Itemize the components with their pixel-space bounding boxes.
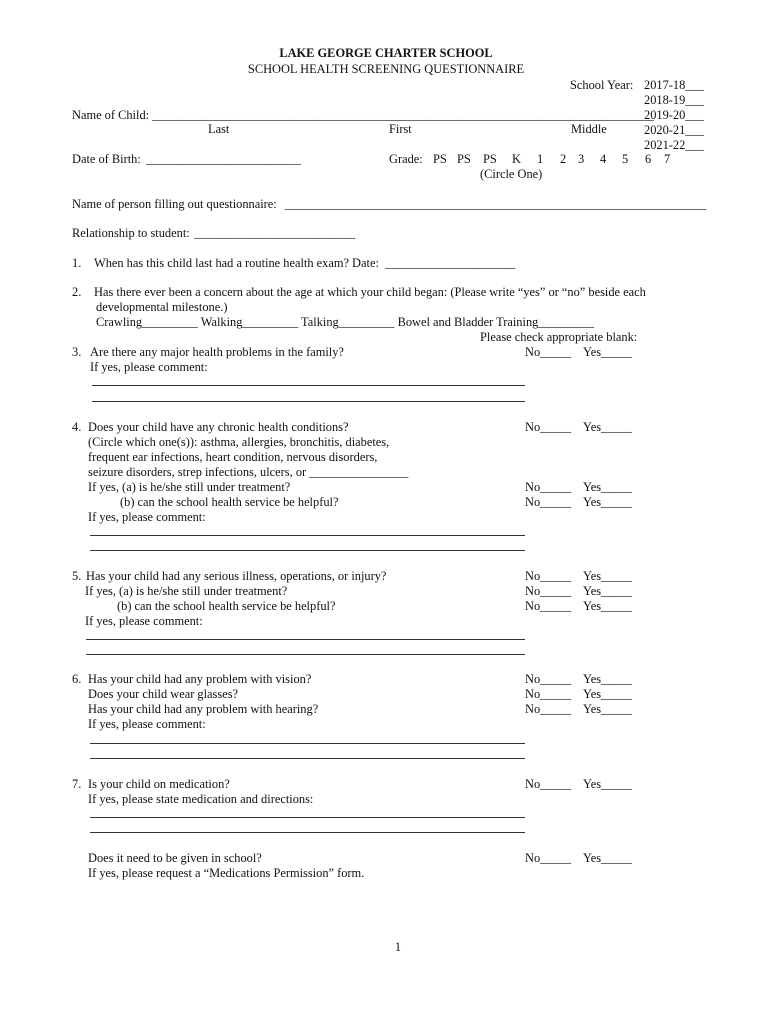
q5-comment-line[interactable]: [86, 654, 525, 655]
q4-comment-line[interactable]: [90, 535, 525, 536]
q6b-no-blank[interactable]: No_____: [525, 687, 572, 701]
page-number: 1: [394, 940, 402, 954]
grade-option[interactable]: 4: [600, 152, 607, 166]
first-name-caption: First: [389, 122, 412, 136]
school-name: LAKE GEORGE CHARTER SCHOOL: [279, 46, 493, 60]
q4-comment-label: If yes, please comment:: [88, 510, 206, 524]
q7b-yes-blank[interactable]: Yes_____: [583, 851, 633, 865]
q2-text: Has there ever been a concern about the age at which your child began: (Please write “yes” or “no” beside each: [94, 285, 646, 299]
q4-comment-line[interactable]: [90, 550, 525, 551]
middle-name-caption: Middle: [571, 122, 607, 136]
q5-service-question: (b) can the school health service be helpful?: [117, 599, 336, 613]
school-year-option[interactable]: 2020-21___: [644, 123, 704, 137]
school-year-option[interactable]: 2021-22___: [644, 138, 704, 152]
grade-option[interactable]: 6: [645, 152, 652, 166]
filler-name-field[interactable]: ____________________________________________________________________: [285, 197, 707, 211]
grade-option[interactable]: 2: [560, 152, 567, 166]
q2-text-cont: developmental milestone.): [96, 300, 228, 314]
q4-no-blank[interactable]: No_____: [525, 420, 572, 434]
school-year-option[interactable]: 2019-20___: [644, 108, 704, 122]
q1-number: 1.: [72, 256, 82, 270]
q4-conditions-list: (Circle which one(s)): asthma, allergies, bronchitis, diabetes,: [88, 435, 390, 449]
q1-date-field[interactable]: _____________________: [385, 256, 516, 270]
q4-number: 4.: [72, 420, 82, 434]
q6b-yes-blank[interactable]: Yes_____: [583, 687, 633, 701]
q3-text: Are there any major health problems in the family?: [90, 345, 344, 359]
q7-comment-line[interactable]: [90, 832, 525, 833]
q5-treatment-question: If yes, (a) is he/she still under treatment?: [85, 584, 288, 598]
q4b-no-blank[interactable]: No_____: [525, 495, 572, 509]
filler-name-label: Name of person filling out questionnaire:: [72, 197, 277, 211]
q3-number: 3.: [72, 345, 82, 359]
grade-option[interactable]: PS: [433, 152, 447, 166]
dob-label: Date of Birth:: [72, 152, 141, 166]
school-year-option[interactable]: 2017-18___: [644, 78, 704, 92]
dob-field[interactable]: _________________________: [146, 152, 301, 166]
q7-comment-line[interactable]: [90, 817, 525, 818]
check-instruction: Please check appropriate blank:: [480, 330, 638, 344]
q4-treatment-question: If yes, (a) is he/she still under treatment?: [88, 480, 291, 494]
q4-text: Does your child have any chronic health conditions?: [88, 420, 349, 434]
q6-glasses-question: Does your child wear glasses?: [88, 687, 239, 701]
q6c-yes-blank[interactable]: Yes_____: [583, 702, 633, 716]
q5-text: Has your child had any serious illness, operations, or injury?: [86, 569, 387, 583]
q3-yes-blank[interactable]: Yes_____: [583, 345, 633, 359]
q7-yes-blank[interactable]: Yes_____: [583, 777, 633, 791]
q3-comment-line[interactable]: [92, 401, 525, 402]
q3-no-blank[interactable]: No_____: [525, 345, 572, 359]
q5-yes-blank[interactable]: Yes_____: [583, 569, 633, 583]
grade-option[interactable]: PS: [483, 152, 497, 166]
q6-comment-label: If yes, please comment:: [88, 717, 206, 731]
q4b-yes-blank[interactable]: Yes_____: [583, 495, 633, 509]
q7-number: 7.: [72, 777, 82, 791]
grade-option[interactable]: 5: [622, 152, 629, 166]
q6-comment-line[interactable]: [90, 758, 525, 759]
grade-label: Grade:: [389, 152, 423, 166]
q7-school-question: Does it need to be given in school?: [88, 851, 262, 865]
q4a-yes-blank[interactable]: Yes_____: [583, 480, 633, 494]
q7-text: Is your child on medication?: [88, 777, 230, 791]
q5-no-blank[interactable]: No_____: [525, 569, 572, 583]
circle-one-note: (Circle One): [480, 167, 543, 181]
q2-number: 2.: [72, 285, 82, 299]
q6-number: 6.: [72, 672, 82, 686]
q5b-yes-blank[interactable]: Yes_____: [583, 599, 633, 613]
q5a-yes-blank[interactable]: Yes_____: [583, 584, 633, 598]
relationship-label: Relationship to student:: [72, 226, 190, 240]
q7-permission-note: If yes, please request a “Medications Permission” form.: [88, 866, 365, 880]
q3-comment-label: If yes, please comment:: [90, 360, 208, 374]
q4-service-question: (b) can the school health service be helpful?: [120, 495, 339, 509]
q4a-no-blank[interactable]: No_____: [525, 480, 572, 494]
child-name-label: Name of Child:: [72, 108, 150, 122]
form-title: SCHOOL HEALTH SCREENING QUESTIONNAIRE: [247, 62, 525, 76]
q5-comment-line[interactable]: [86, 639, 525, 640]
school-year-option[interactable]: 2018-19___: [644, 93, 704, 107]
child-name-field[interactable]: _________________________________________________________________________________: [152, 108, 654, 122]
q2-milestone-fields[interactable]: Crawling_________ Walking_________ Talking_________ Bowel and Bladder Training_________: [96, 315, 595, 329]
grade-option[interactable]: PS: [457, 152, 471, 166]
q6c-no-blank[interactable]: No_____: [525, 702, 572, 716]
q7b-no-blank[interactable]: No_____: [525, 851, 572, 865]
q6-yes-blank[interactable]: Yes_____: [583, 672, 633, 686]
grade-option[interactable]: 1: [537, 152, 544, 166]
q3-comment-line[interactable]: [92, 385, 525, 386]
q5-comment-label: If yes, please comment:: [85, 614, 203, 628]
grade-option[interactable]: K: [512, 152, 521, 166]
last-name-caption: Last: [208, 122, 230, 136]
q5a-no-blank[interactable]: No_____: [525, 584, 572, 598]
q5-number: 5.: [72, 569, 82, 583]
school-year-label: School Year:: [570, 78, 634, 92]
q4-conditions-list: seizure disorders, strep infections, ulcers, or ________________: [88, 465, 409, 479]
q4-conditions-list: frequent ear infections, heart condition, nervous disorders,: [88, 450, 378, 464]
q6-hearing-question: Has your child had any problem with hearing?: [88, 702, 319, 716]
grade-option[interactable]: 7: [664, 152, 671, 166]
q7-directions-label: If yes, please state medication and directions:: [88, 792, 314, 806]
q6-no-blank[interactable]: No_____: [525, 672, 572, 686]
q4-yes-blank[interactable]: Yes_____: [583, 420, 633, 434]
q6-comment-line[interactable]: [90, 743, 525, 744]
q1-text: When has this child last had a routine health exam? Date:: [94, 256, 379, 270]
q6-text: Has your child had any problem with vision?: [88, 672, 312, 686]
relationship-field[interactable]: __________________________: [194, 226, 356, 240]
q5b-no-blank[interactable]: No_____: [525, 599, 572, 613]
q7-no-blank[interactable]: No_____: [525, 777, 572, 791]
grade-option[interactable]: 3: [578, 152, 585, 166]
